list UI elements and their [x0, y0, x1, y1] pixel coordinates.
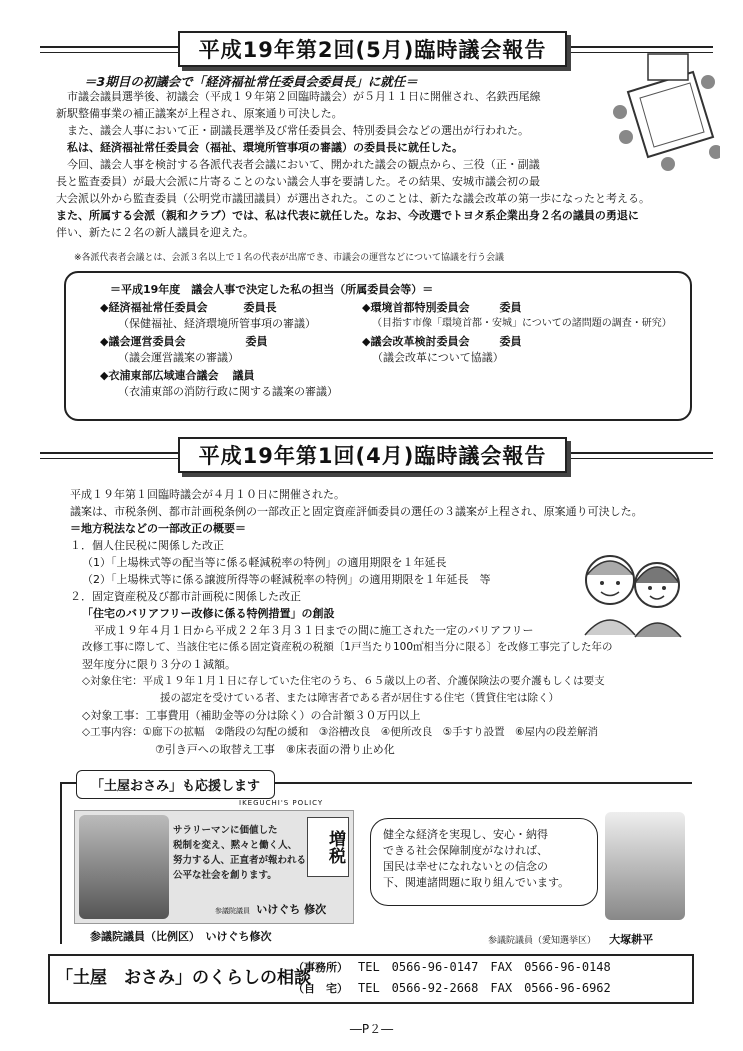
assignments-right-column — [362, 300, 682, 366]
report2-line: 援の認定を受けている者、または障害者である者が居住する住宅（賃貸住宅は除く） — [160, 692, 559, 704]
report2-line: ◇対象住宅：平成１９年１月１日に存していた住宅のうち、６５歳以上の者、介護保険法の要介護もしくは要支 — [82, 675, 605, 687]
office-row — [358, 957, 611, 978]
report1-subheading: ＝3期目の初議会で「経済福祉常任委員会委員長」に就任＝ — [84, 74, 418, 89]
report1-line: 伴い、新たに２名の新人議員を迎えた。 — [56, 226, 254, 239]
assignment-item: ◆議会改革検討委員会 委員 — [362, 335, 522, 348]
bubble-line: できる社会保障制度がなければ、 — [383, 844, 548, 857]
office-label: （事務所） — [293, 961, 348, 974]
ikeguchi-photo — [79, 815, 169, 919]
assignment-desc: （議会改革について協議） — [372, 351, 504, 364]
poster-line: 努力する人、正直者が報われる — [173, 855, 307, 866]
report2-line: ◇工事内容：①廊下の拡幅 ②階段の勾配の緩和 ③浴槽改良 ④便所改良 ⑤手すり設置 ⑥屋内の段差解消 — [82, 726, 599, 738]
right-caption-name: 大塚耕平 — [609, 933, 654, 946]
report2-line: ⑦引き戸への取替え工事 ⑧床表面の滑り止め化 — [155, 743, 395, 756]
poster-message — [173, 823, 306, 883]
report1-title: 平成19年第2回(5月)臨時議会報告 — [178, 31, 567, 67]
report2-line: 議案は、市税条例、都市計画税条例の一部改正と固定資産評価委員の選任の３議案が上程され、原案通り可決した。 — [70, 505, 643, 518]
report2-line: １．個人住民税に関係した改正 — [70, 539, 224, 552]
contact-labels — [293, 957, 348, 999]
bubble-line: 国民は幸せになれないとの信念の — [383, 860, 548, 873]
report1-line: 今回、議会人事を検討する各派代表者会議において、開かれた議会の観点から、三役（正・副議 — [56, 158, 540, 171]
report1-body — [56, 88, 650, 241]
poster-header: IKEGUCHI'S POLICY — [239, 799, 324, 807]
report1-line: また、所属する会派（親和クラブ）では、私は代表に就任した。なお、今改選でトヨタ系企業出身２名の議員の勇退に — [56, 209, 639, 222]
ikeguchi-poster — [74, 799, 354, 924]
report1-line: 大会派以外から監査委員（公明党市議団議員）が選出された。このことは、新たな議会改革の第一歩になったと考える。 — [56, 192, 650, 205]
report1-line: また、議会人事において正・副議長選挙及び常任委員会、特別委員会などの選出が行われた。 — [56, 124, 529, 137]
report1-line: 私は、経済福祉常任委員会（福祉、環境所管事項の審議）の委員長に就任した。 — [56, 141, 463, 154]
poster-line: サラリーマンに価値した — [173, 825, 278, 836]
contact-title: 「土屋 おさみ」のくらしの相談 — [56, 968, 311, 988]
poster-stamp: 増税 — [307, 817, 349, 877]
assignments-left-column — [100, 300, 370, 400]
poster-line: 税制を変え、黙々と働く人、 — [173, 840, 298, 851]
left-caption: 参議院議員（比例区） いけぐち修次 — [90, 930, 272, 943]
office-fax: FAX 0566-96-0148 — [490, 960, 611, 974]
home-fax: FAX 0566-96-6962 — [490, 981, 611, 995]
office-tel: TEL 0566-96-0147 — [358, 960, 479, 974]
home-label: （自 宅） — [293, 982, 348, 995]
home-row — [358, 978, 611, 999]
assignment-desc: （衣浦東部の消防行政に関する議案の審議） — [118, 385, 338, 398]
support-title: 「土屋おさみ」も応援します — [76, 770, 275, 799]
home-tel: TEL 0566-92-2668 — [358, 981, 479, 995]
poster-name: いけぐち 修次 — [256, 903, 327, 916]
right-caption — [488, 928, 653, 947]
bubble-line: 健全な経済を実現し、安心・納得 — [383, 828, 548, 841]
report2-line: 平成１９年４月１日から平成２２年３月３１日までの間に施工された一定のバリアフリー — [94, 624, 534, 637]
report1-line: 新駅整備事業の補正議案が上程され、原案通り可決した。 — [56, 107, 343, 120]
contact-numbers — [358, 957, 611, 999]
report2-line: ◇対象工事：工事費用（補助金等の分は除く）の合計額３０万円以上 — [82, 709, 421, 722]
report1-note: ※各派代表者会議とは、会派３名以上で１名の代表が出席でき、市議会の運営などについて協議を行う会議 — [74, 253, 505, 263]
report2-line: 翌年度分に限り３分の１減額。 — [82, 658, 236, 671]
assignment-desc: （目指す市像「環境首都・安城」についての諸問題の調査・研究） — [372, 318, 672, 329]
report2-line: （2）「上場株式等に係る譲渡所得等の軽減税率の特例」の適用期限を１年延長 等 — [82, 573, 491, 586]
assignment-item: ◆環境首都特別委員会 委員 — [362, 301, 522, 314]
otsuka-speech-bubble — [370, 818, 598, 906]
report1-line: 長と監査委員）が最大会派に片寄ることのない議会人事を要請した。その結果、安城市議会初の最 — [56, 175, 540, 188]
report2-line: （1）「上場株式等の配当等に係る軽減税率の特例」の適用期限を１年延長 — [82, 556, 447, 569]
bubble-line: 下、関連諸問題に取り組んでいます。 — [383, 876, 570, 889]
report2-title: 平成19年第1回(4月)臨時議会報告 — [178, 437, 567, 473]
poster-name-row — [215, 901, 326, 917]
assignment-item: ◆経済福祉常任委員会 委員長 — [100, 301, 277, 314]
report2-line: ＝地方税法などの一部改正の概要＝ — [70, 522, 246, 535]
otsuka-photo — [605, 812, 685, 920]
assignment-desc: （保健福祉、経済環境所管事項の審議） — [118, 317, 316, 330]
report2-line: 平成１９年第１回臨時議会が４月１０日に開催された。 — [70, 488, 345, 501]
right-caption-label: 参議院議員（愛知選挙区） — [488, 936, 597, 946]
poster-name-label: 参議院議員 — [215, 907, 250, 915]
report1-line: 市議会議員選挙後、初議会（平成１９年第２回臨時議会）が５月１１日に開催され、名鉄西尾線 — [56, 90, 541, 103]
assignment-item: ◆議会運営委員会 委員 — [100, 335, 268, 348]
report2-body — [70, 486, 643, 758]
poster-line: 公平な社会を創ります。 — [173, 870, 277, 881]
assignment-desc: （議会運営議案の審議） — [118, 351, 239, 364]
elderly-couple-illustration — [575, 545, 690, 640]
assignment-item: ◆衣浦東部広域連合議会 議員 — [100, 369, 255, 382]
assignments-heading: ＝平成19年度 議会人事で決定した私の担当（所属委員会等）＝ — [110, 283, 434, 296]
page-number: ―P２― — [349, 1022, 394, 1036]
report2-line: 改修工事に際して、当該住宅に係る固定資産税の税額〔1戸当たり100㎡相当分に限る〕を改修工事完了した年の — [82, 641, 613, 653]
report2-line: 「住宅のバリアフリー改修に係る特例措置」の創設 — [82, 607, 335, 620]
report2-line: ２．固定資産税及び都市計画税に関係した改正 — [70, 590, 301, 603]
